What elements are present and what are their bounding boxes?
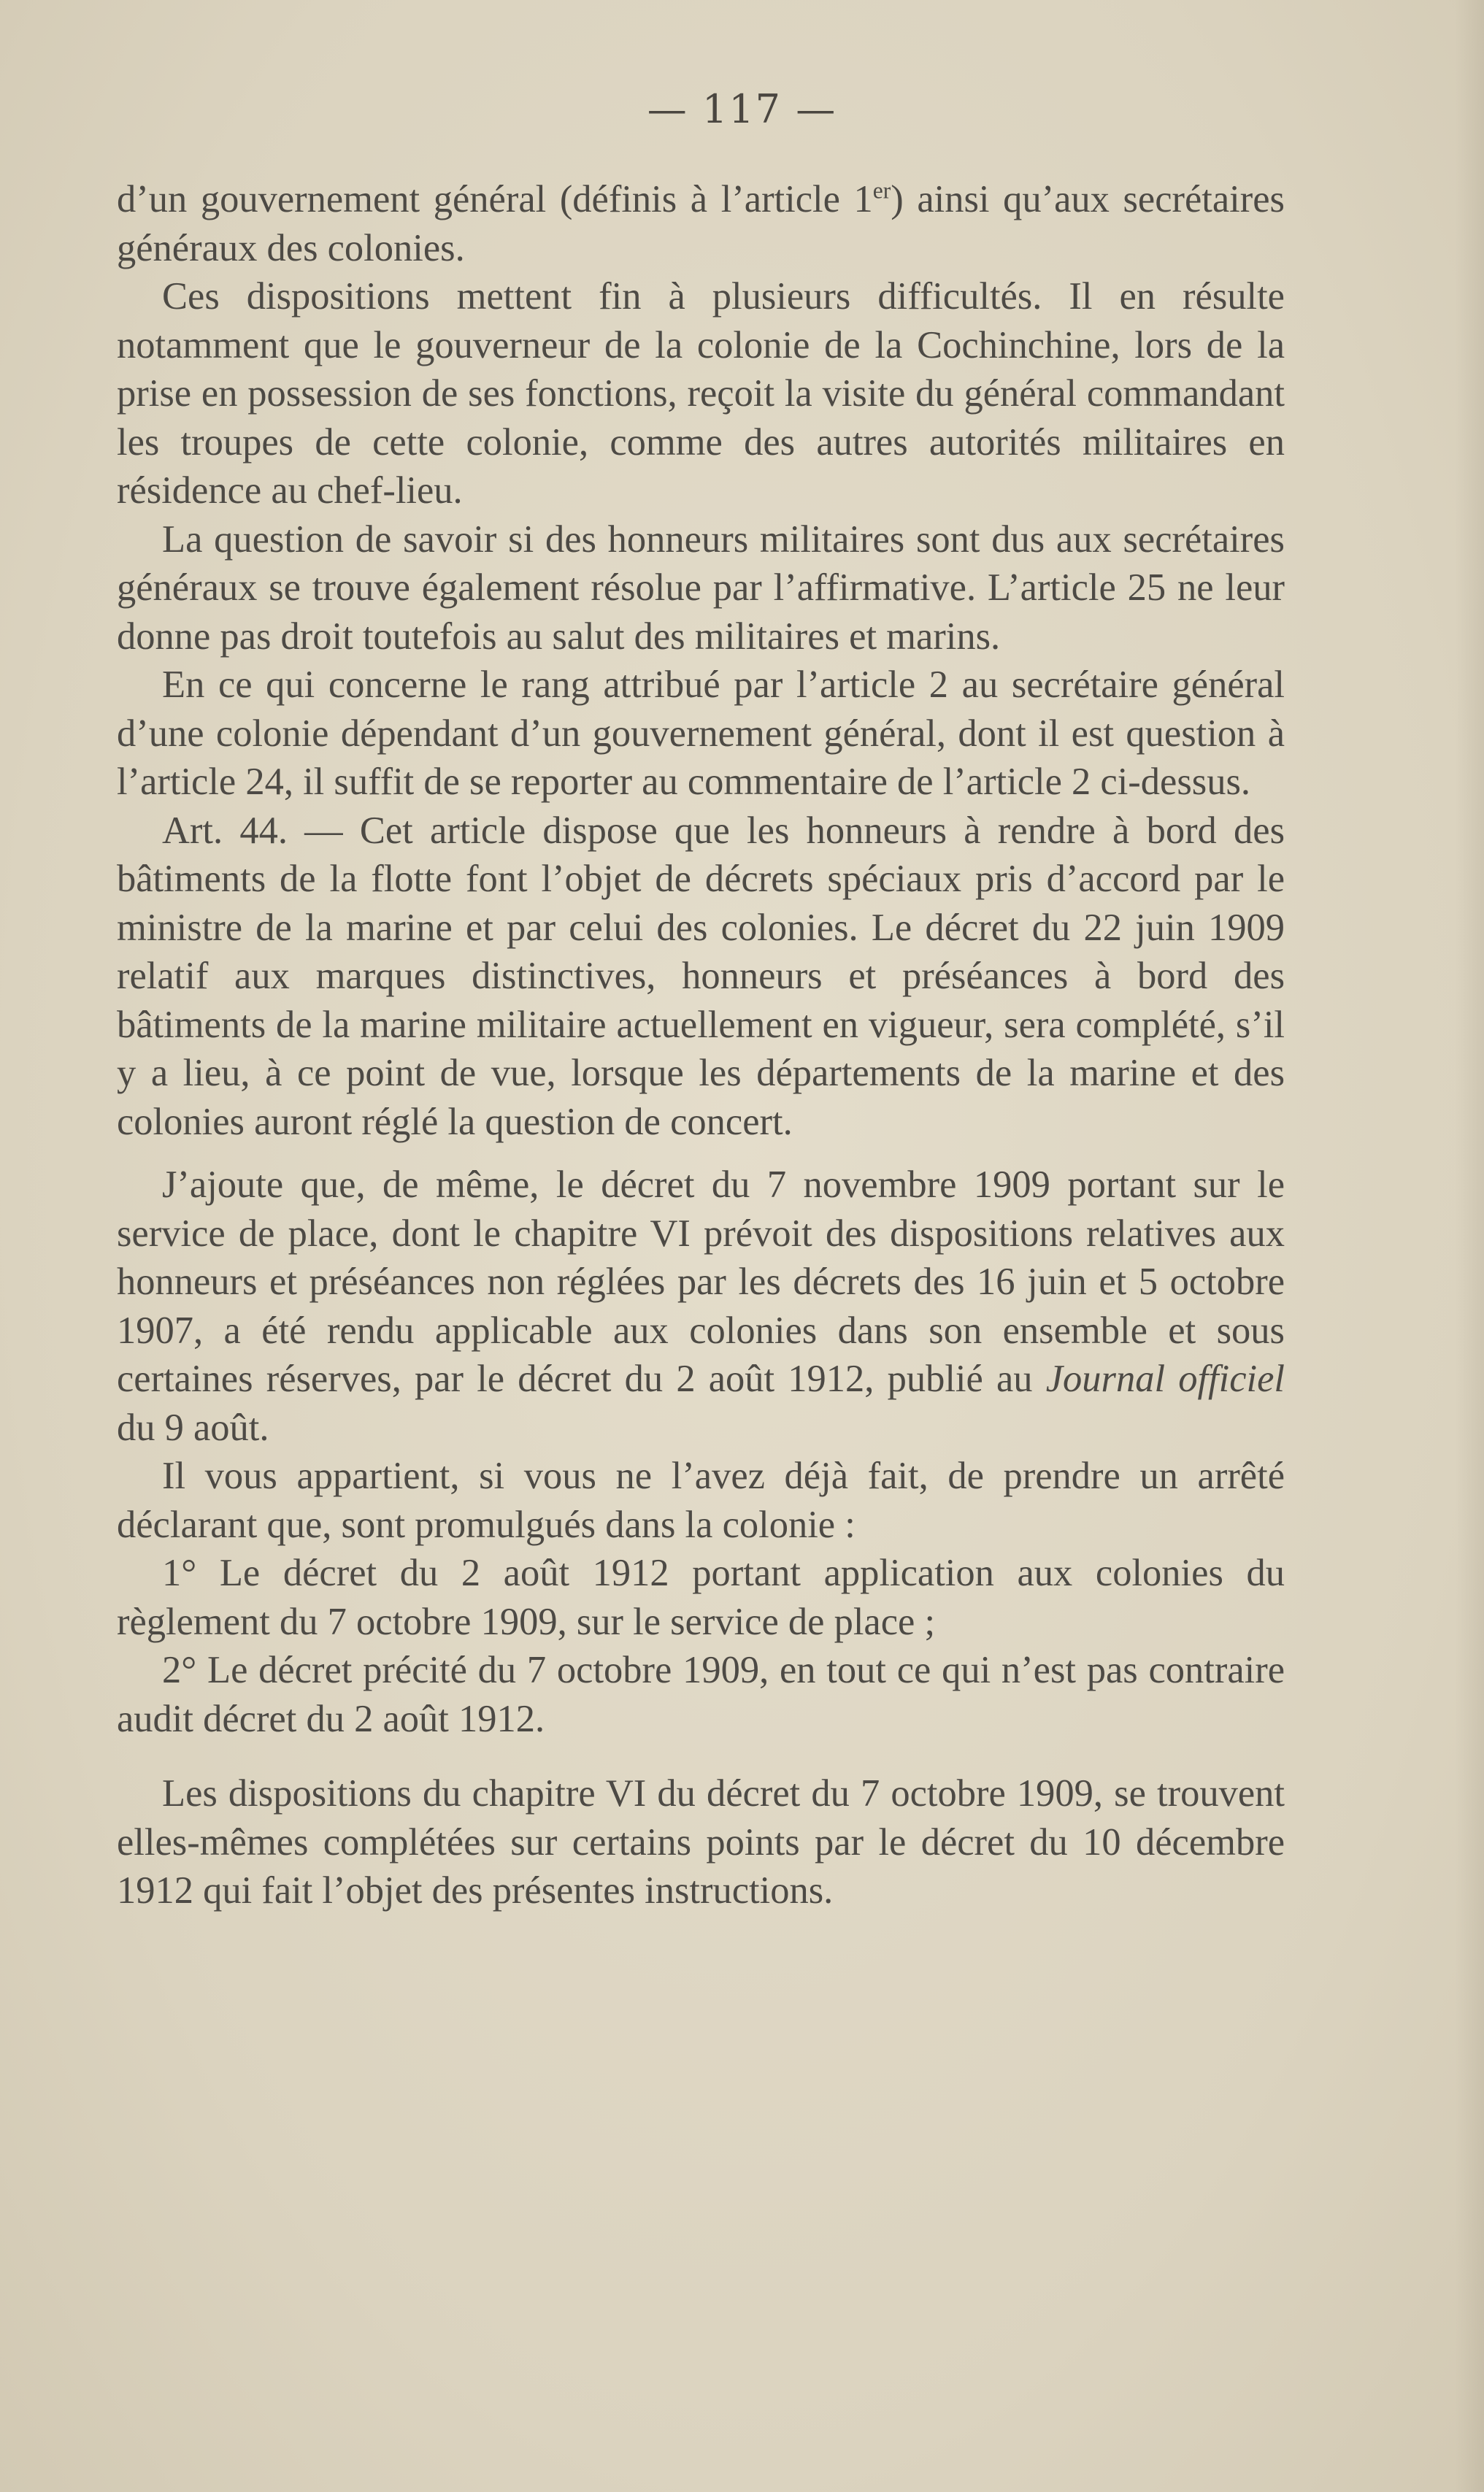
superscript: er — [872, 177, 891, 204]
paragraph-text: d’un gouvernement général (définis à l’article 1 — [117, 178, 873, 220]
italic-title: Journal officiel — [1045, 1358, 1285, 1400]
body-text — [117, 175, 1285, 1915]
list-item-2: 2° Le décret précité du 7 octobre 1909, en tout ce qui n’est pas contraire audit décret du 2 août 1912. — [117, 1649, 1285, 1740]
page-number: — 117 — — [647, 86, 837, 132]
page-edge-shadow — [1455, 0, 1484, 2492]
paragraph: En ce qui concerne le rang attribué par l’article 2 au secrétaire général d’une colonie dépendant d’un gouvernement général, dont il est question à l’article 24, il suffit de se reporter au commentaire de l’article 2 ci-dessus. — [117, 664, 1285, 803]
paragraph-text: ) ainsi qu’aux secrétaires généraux des colonies. — [117, 178, 1285, 269]
paragraph-text: J’ajoute que, de même, le décret du 7 novembre 1909 portant sur le service de place, dont le chapitre VI prévoit des dispositions relatives aux honneurs et préséances non réglées par les décrets des 16 juin et 5 octobre 1907, a été rendu applicable aux colonies dans son ensemble et sous certaines réserves, par le décret du 2 août 1912, publié au — [117, 1164, 1285, 1400]
paragraph — [117, 1161, 1285, 1452]
paragraph: Il vous appartient, si vous ne l’avez déjà fait, de prendre un arrêté déclarant que, sont promulgués dans la colonie : — [117, 1455, 1285, 1546]
paragraph-continuation — [117, 175, 1285, 272]
paragraph: Les dispositions du chapitre VI du décret du 7 octobre 1909, se trouvent elles-mêmes complétées sur certains points par le décret du 10 décembre 1912 qui fait l’objet des présentes instructions. — [117, 1772, 1285, 1912]
list-item-1: 1° Le décret du 2 août 1912 portant application aux colonies du règlement du 7 octobre 1909, sur le service de place ; — [117, 1552, 1285, 1643]
paragraph-article-44: Art. 44. — Cet article dispose que les honneurs à rendre à bord des bâtiments de la flotte font l’objet de décrets spéciaux pris d’accord par le ministre de la marine et par celui des colonies. Le décret du 22 juin 1909 relatif aux marques distinctives, honneurs et préséances à bord des bâtiments de la marine militaire actuellement en vigueur, sera complété, s’il y a lieu, à ce point de vue, lorsque les départements de la marine et des colonies auront réglé la question de concert. — [117, 809, 1285, 1143]
paragraph-text: du 9 août. — [117, 1406, 269, 1449]
paragraph: Ces dispositions mettent fin à plusieurs difficultés. Il en résulte notamment que le gouverneur de la colonie de la Cochinchine, lors de la prise en possession de ses fonctions, reçoit la visite du général commandant les troupes de cette colonie, comme des autres autorités militaires en résidence au chef-lieu. — [117, 275, 1285, 512]
paragraph: La question de savoir si des honneurs militaires sont dus aux secrétaires généraux se trouve également résolue par l’affirmative. L’article 25 ne leur donne pas droit toutefois au salut des militaires et marins. — [117, 518, 1285, 658]
